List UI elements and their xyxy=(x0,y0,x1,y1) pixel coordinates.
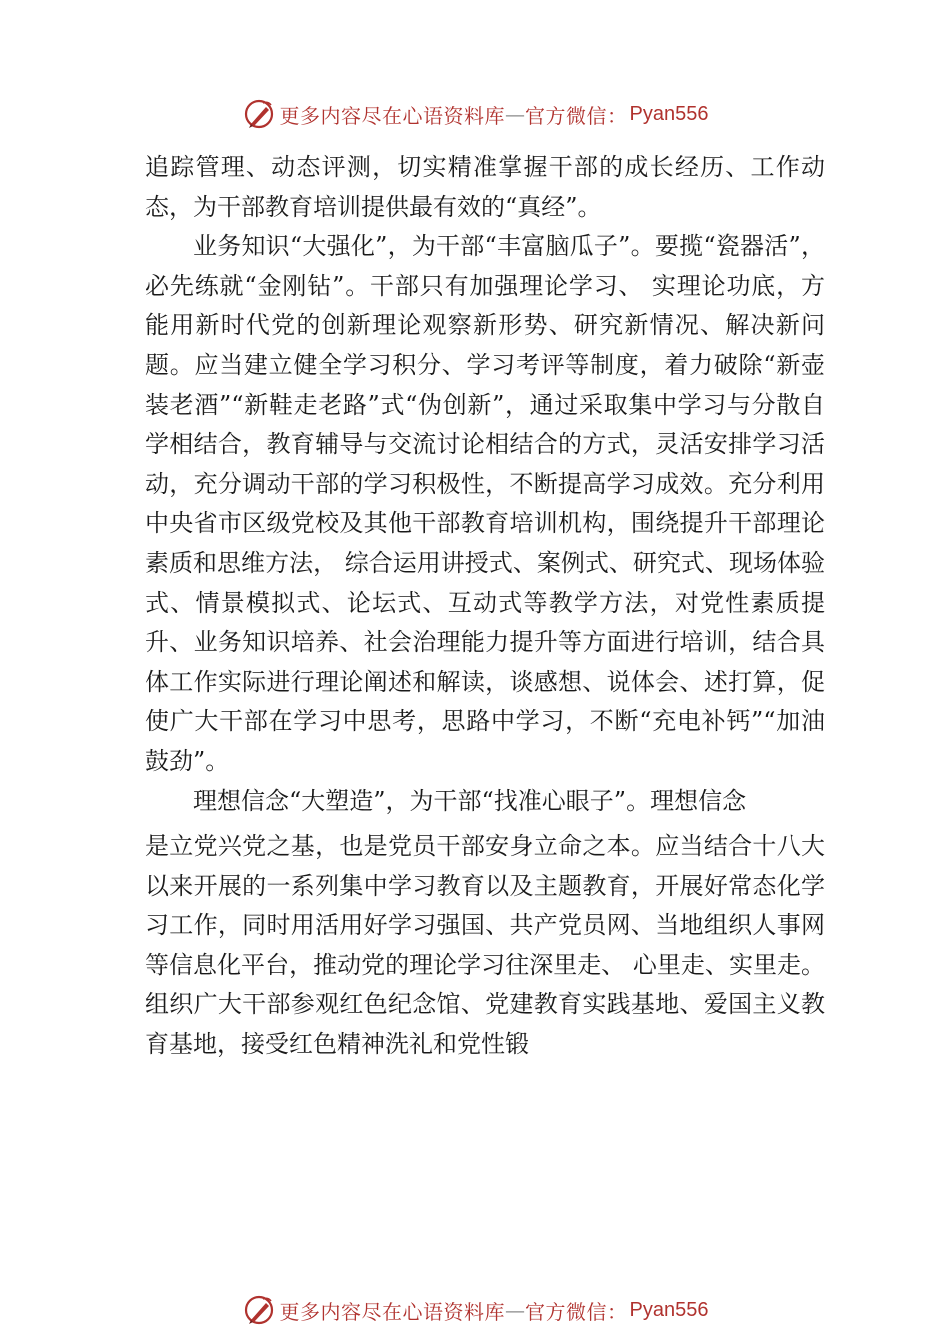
banner-site-text: 更多内容尽在心语资料库 xyxy=(279,103,506,128)
paragraph-1: 追踪管理、动态评测，切实精准掌握干部的成长经历、工作动态，为干部教育培训提供最有效的“真经”。 xyxy=(145,153,825,221)
pen-logo-icon xyxy=(242,97,276,131)
banner-separator: — xyxy=(505,1298,526,1322)
banner-wechat-label: 官方微信： xyxy=(525,1299,628,1324)
header-banner xyxy=(0,94,950,134)
banner-wechat-label: 官方微信： xyxy=(525,103,628,128)
footer-banner xyxy=(0,1290,950,1330)
paragraph-3: 理想信念“大塑造”，为干部“找准心眼子”。理想信念 xyxy=(193,786,747,815)
pen-logo-icon xyxy=(242,1293,276,1327)
paragraph-4: 是立党兴党之基，也是党员干部安身立命之本。应当结合十八大以来开展的一系列集中学习教育以及主题教育，开展好常态化学习工作，同时用活用好学习强国、共产党员网、当地组织人事网等信息化平台，推动党的理论学习往深里走、 心里走、实里走。组织广大干部参观红色纪念馆、党建教育实践基地、爱国主义教育基地，接受红色精神洗礼和党性锻 xyxy=(145,832,825,1059)
banner-wechat-id: Pyan556 xyxy=(629,102,709,125)
document-body xyxy=(145,148,825,1065)
paragraph-2: 业务知识“大强化”，为干部“丰富脑瓜子”。要揽“瓷器活”，必先练就“金刚钻”。干部只有加强理论学习、 实理论功底，方能用新时代党的创新理论观察新形势、研究新情况、解决新问题。应当建立健全学习积分、学习考评等制度，着力破除“新壶装老酒”“新鞋走老路”式“伪创新”，通过采取集中学习与分散自学相结合，教育辅导与交流讨论相结合的方式，灵活安排学习活动，充分调动干部的学习积极性，不断提高学习成效。充分利用中央省市区级党校及其他干部教育培训机构，围绕提升干部理论素质和思维方法， 综合运用讲授式、案例式、研究式、现场体验式、情景模拟式、论坛式、互动式等教学方法，对党性素质提升、业务知识培养、社会治理能力提升等方面进行培训，结合具体工作实际进行理论阐述和解读，谈感想、说体会、述打算，促使广大干部在学习中思考，思路中学习，不断“充电补钙”“加油鼓劲”。 xyxy=(145,232,825,775)
banner-wechat-id: Pyan556 xyxy=(629,1298,709,1321)
banner-site-text: 更多内容尽在心语资料库 xyxy=(279,1299,506,1324)
banner-separator: — xyxy=(505,102,526,126)
